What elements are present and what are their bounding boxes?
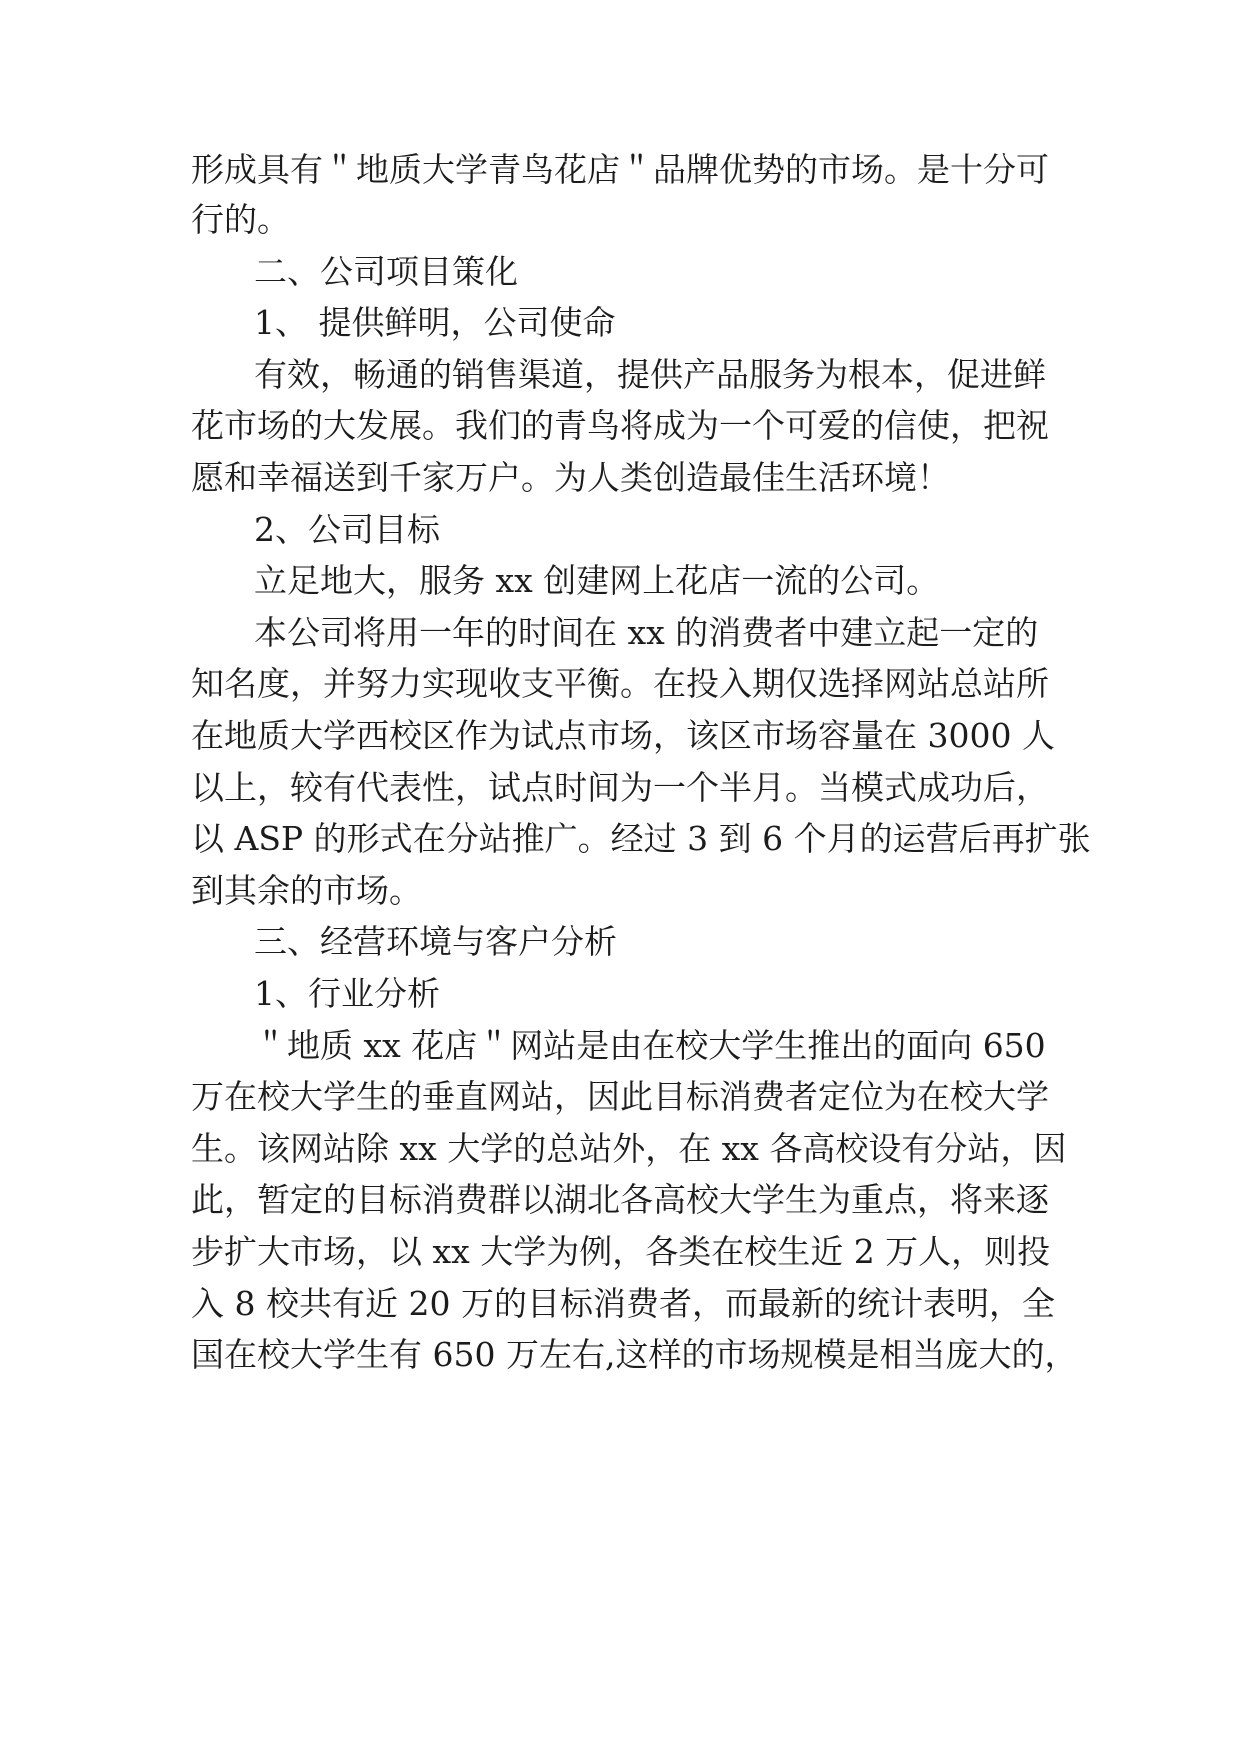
text-line: 此，暂定的目标消费群以湖北各高校大学生为重点，将来逐 xyxy=(191,1180,1049,1219)
section-heading: 三、经营环境与客户分析 xyxy=(254,922,617,961)
subsection-heading: 1、行业分析 xyxy=(254,974,440,1013)
text-line: 以 ASP 的形式在分站推广。经过 3 到 6 个月的运营后再扩张 xyxy=(191,819,1091,858)
subsection-heading: 1、 提供鲜明，公司使命 xyxy=(254,303,616,342)
section-heading: 二、公司项目策化 xyxy=(254,252,518,291)
text-line: 知名度，并努力实现收支平衡。在投入期仅选择网站总站所 xyxy=(191,664,1049,703)
text-line: 立足地大，服务 xx 创建网上花店一流的公司。 xyxy=(254,561,940,600)
text-line: 国在校大学生有 650 万左右,这样的市场规模是相当庞大的， xyxy=(191,1335,1078,1374)
subsection-heading: 2、公司目标 xyxy=(254,510,440,549)
text-line: 生。该网站除 xx 大学的总站外，在 xx 各高校设有分站，因 xyxy=(191,1129,1067,1168)
text-line: 形成具有＂地质大学青鸟花店＂品牌优势的市场。是十分可 xyxy=(191,150,1049,189)
text-line: 有效，畅通的销售渠道，提供产品服务为根本，促进鲜 xyxy=(254,355,1046,394)
text-line: 花市场的大发展。我们的青鸟将成为一个可爱的信使，把祝 xyxy=(191,406,1049,445)
text-line: 本公司将用一年的时间在 xx 的消费者中建立起一定的 xyxy=(254,613,1039,652)
text-line: ＂地质 xx 花店＂网站是由在校大学生推出的面向 650 xyxy=(254,1026,1046,1065)
text-line: 万在校大学生的垂直网站，因此目标消费者定位为在校大学 xyxy=(191,1077,1049,1116)
text-line: 行的。 xyxy=(191,200,290,239)
text-line: 步扩大市场，以 xx 大学为例，各类在校生近 2 万人，则投 xyxy=(191,1232,1051,1271)
text-line: 入 8 校共有近 20 万的目标消费者，而最新的统计表明，全 xyxy=(191,1284,1055,1323)
text-line: 愿和幸福送到千家万户。为人类创造最佳生活环境！ xyxy=(191,458,950,497)
text-line: 在地质大学西校区作为试点市场，该区市场容量在 3000 人 xyxy=(191,716,1055,755)
text-line: 到其余的市场。 xyxy=(191,871,422,910)
text-line: 以上，较有代表性，试点时间为一个半月。当模式成功后， xyxy=(191,768,1049,807)
